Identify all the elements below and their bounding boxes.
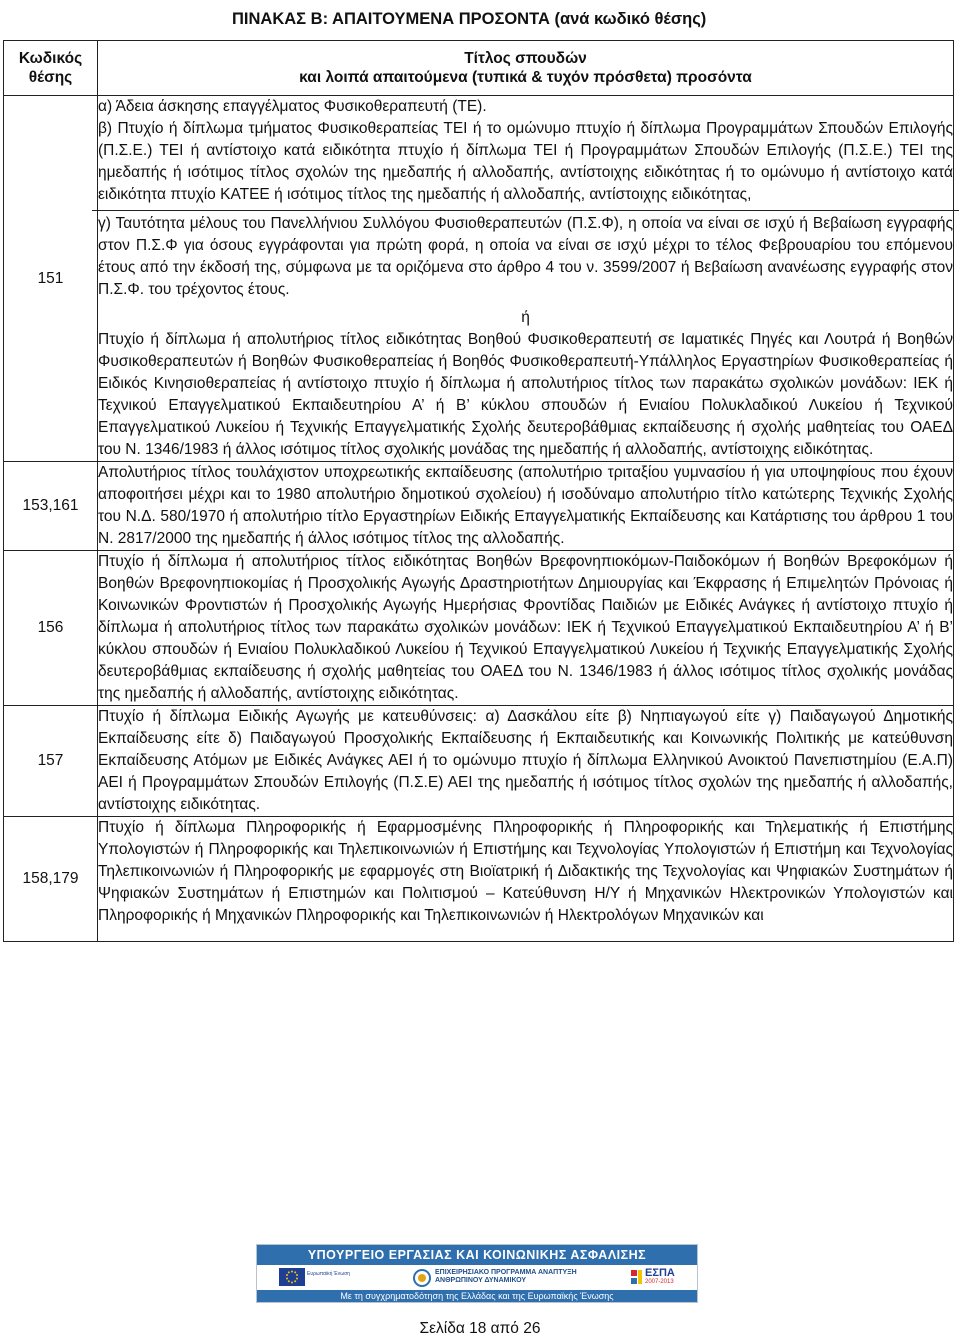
requirement-alpha: α) Άδεια άσκησης επαγγέλματος Φυσικοθεραπευτή (ΤΕ).: [98, 98, 487, 115]
title-column-header: [98, 41, 954, 96]
page-number: Σελίδα 18 από 26: [419, 1320, 541, 1337]
table-row: [4, 817, 954, 942]
ministry-title: ΥΠΟΥΡΓΕΙΟ ΕΡΓΑΣΙΑΣ ΚΑΙ ΚΟΙΝΩΝΙΚΗΣ ΑΣΦΑΛΙΣΗΣ: [257, 1245, 697, 1265]
requirement-alternative: Πτυχίο ή δίπλωμα ή απολυτήριος τίτλος ειδικότητας Βοηθού Φυσικοθεραπευτή σε Ιαματικές Πηγές και Λουτρά ή Βοηθών Φυσικοθεραπευτών ή Βοηθών Φυσικοθεραπείας ή Βοηθός Φυσικοθεραπευτή-Υπάλληλος Εργαστηρίων Φυσικοθεραπείας ή Ειδικός Κινησιοθεραπείας ή αντίστοιχο πτυχίο ή δίπλωμα ή απολυτήριος τίτλος των παρακάτω σχολικών μονάδων: ΙΕΚ ή Τεχνικού Επαγγελματικού Εκπαιδευτηρίου Α’ ή Β’ κύκλου σπουδών ή Ενιαίου Πολυκλαδικού Λυκείου ή Τεχνικού Επαγγελματικού Λυκείου ή Τεχνικής Επαγγελματικής Σχολής δευτεροβάθμιας εκπαίδευσης ή σχολής μαθητείας του ΟΑΕΔ του Ν. 1346/1983 ή άλλος ισότιμος τίτλος σχολικής μονάδας της ημεδαπής ή αλλοδαπής, αντίστοιχης ειδικότητας.: [98, 331, 953, 458]
eu-flag-icon: [279, 1268, 305, 1286]
requirement-text: Απολυτήριος τίτλος τουλάχιστον υποχρεωτικής εκπαίδευσης (απολυτήριο τριταξίου γυμνασίου ή για υποψηφίους που έχουν αποφοιτήσει μέχρι και το 1980 απολυτήριο δημοτικού σχολείου) ή ισοδύναμο απολυτήριο τίτλο κατώτερης Τεχνικής Σχολής του Ν.Δ. 580/1970 ή απολυτήριο τίτλο Εργαστηρίων Ειδικής Επαγγελματικής Εκπαίδευσης και Κατάρτισης του άρθρου 1 του Ν. 2817/2000 της ημεδαπής ή άλλος ισότιμος τίτλος της αλλοδαπής.: [98, 464, 953, 547]
requirements-cell: [98, 96, 954, 462]
table-row: [4, 551, 954, 706]
separator-line: [92, 210, 959, 211]
funding-banner: [256, 1244, 698, 1303]
table-row: [4, 462, 954, 551]
requirement-gamma: γ) Ταυτότητα μέλους του Πανελλήνιου Συλλόγου Φυσιοθεραπευτών (Π.Σ.Φ), η οποία να είναι σε ισχύ ή Βεβαίωση εγγραφής στον Π.Σ.Φ για όσους εγγράφονται για πρώτη φορά, η οποία να είναι σε ισχύ μέχρι το τέλος Φεβρουαρίου του επόμενου έτους από την έκδοσή της, σύμφωνα με τα οριζόμενα στο άρθρο 4 του ν. 3599/2007 ή Βεβαίωση ανανέωσης εγγραφής στον Π.Σ.Φ. του τρέχοντος έτους.: [98, 215, 953, 298]
position-code: 156: [4, 551, 98, 706]
requirements-table: [3, 40, 954, 942]
requirement-text: Πτυχίο ή δίπλωμα Ειδικής Αγωγής με κατευθύνσεις: α) Δασκάλου είτε β) Νηπιαγωγού είτε γ) Παιδαγωγού Δημοτικής Εκπαίδευσης είτε δ) Παιδαγωγού Προσχολικής Εκπαίδευσης ή Εκπαιδευτικής και Κοινωνικής Πολιτικής με κατεύθυνση Εκπαίδευσης Ατόμων με Ειδικές Ανάγκες ΑΕΙ ή το ομώνυμο πτυχίο ή δίπλωμα Ελληνικού Ανοικτού Πανεπιστημίου (Ε.Α.Π) ΑΕΙ ή Προγραμμάτων Σπουδών Επιλογής (Π.Σ.Ε) ΑΕΙ της ημεδαπής ή ισότιμος τίτλος σχολών της ημεδαπής ή αλλοδαπής, αντίστοιχης ειδικότητας.: [98, 708, 953, 813]
position-code: 151: [4, 96, 98, 462]
program-emblem-icon: [412, 1268, 432, 1293]
page-title: ΠΙΝΑΚΑΣ Β: ΑΠΑΙΤΟΥΜΕΝΑ ΠΡΟΣΟΝΤΑ (ανά κωδικό θέσης): [232, 10, 707, 28]
requirements-cell: [98, 706, 954, 817]
position-code: 153,161: [4, 462, 98, 551]
title-header-line2: και λοιπά απαιτούμενα (τυπικά & τυχόν πρόσθετα) προσόντα: [299, 69, 752, 86]
position-code: 158,179: [4, 817, 98, 942]
code-header-line2: θέσης: [28, 69, 73, 86]
espa-label: ΕΣΠΑ: [645, 1267, 675, 1279]
requirements-cell: [98, 462, 954, 551]
table-row: [4, 96, 954, 462]
table-header-row: [4, 41, 954, 96]
title-header-line1: Τίτλος σπουδών: [464, 50, 587, 67]
requirements-cell: [98, 551, 954, 706]
program-label: ΕΠΙΧΕΙΡΗΣΙΑΚΟ ΠΡΟΓΡΑΜΜΑ ΑΝΑΠΤΥΞΗ ΑΝΘΡΩΠΙΝΟΥ ΔΥΝΑΜΙΚΟΥ: [435, 1269, 577, 1284]
code-header-line1: Κωδικός: [18, 50, 83, 67]
requirements-cell: [98, 817, 954, 942]
cofunding-motto: Με τη συγχρηματοδότηση της Ελλάδας και της Ευρωπαϊκής Ένωσης: [257, 1290, 697, 1302]
logo-strip: [257, 1265, 697, 1290]
eu-label: Ευρωπαϊκή Ένωση: [307, 1271, 350, 1277]
requirement-text: Πτυχίο ή δίπλωμα ή απολυτήριος τίτλος ειδικότητας Βοηθών Βρεφονηπιοκόμων-Παιδοκόμων ή Βοηθών Βρεφοκόμων ή Βοηθών Βρεφονηπιοκομίας ή Προσχολικής Αγωγής Δραστηριοτήτων Δημιουργίας και Έκφρασης ή Επιμελητών Πρόνοιας ή Κοινωνικών Φροντιστών ή Προσχολικής Αγωγής Ημερήσιας Φροντίδας Παιδιών με Ειδικές Ανάγκες ή αντίστοιχο πτυχίο ή δίπλωμα ή απολυτήριος τίτλος των παρακάτω σχολικών μονάδων: ΙΕΚ ή Τεχνικού Επαγγελματικού Εκπαιδευτηρίου Α’ ή Β’ κύκλου σπουδών ή Ενιαίου Πολυκλαδικού Λυκείου ή Τεχνικού Επαγγελματικού Λυκείου ή Τεχνικής Επαγγελματικής Σχολής δευτεροβάθμιας εκπαίδευσης ή σχολής μαθητείας του ΟΑΕΔ του Ν. 1346/1983 ή άλλος ισότιμος τίτλος σχολικής μονάδας της ημεδαπής ή αλλοδαπής, αντίστοιχης ειδικότητας.: [98, 553, 953, 702]
requirement-beta: β) Πτυχίο ή δίπλωμα τμήματος Φυσικοθεραπείας ΤΕΙ ή το ομώνυμο πτυχίο ή δίπλωμα Προγραμμάτων Σπουδών Επιλογής (Π.Σ.Ε.) ΤΕΙ ή αντίστοιχο κατά ειδικότητα πτυχίο ή δίπλωμα ΤΕΙ ή Προγραμμάτων Σπουδών Επιλογής (Π.Σ.Ε.) ΤΕΙ της ημεδαπής ή ισότιμος τίτλος σχολών της ημεδαπής ή αλλοδαπής, αντίστοιχης ειδικότητας ή το ομώνυμο ή αντίστοιχο κατά ειδικότητα πτυχίο ΚΑΤΕΕ ή ισότιμος τίτλος της ημεδαπής ή αλλοδαπής, αντίστοιχης ειδικότητας,: [98, 120, 953, 203]
code-column-header: [4, 41, 98, 96]
requirement-text: Πτυχίο ή δίπλωμα Πληροφορικής ή Εφαρμοσμένης Πληροφορικής ή Πληροφορικής και Τηλεματικής ή Επιστήμης Υπολογιστών ή Πληροφορικής και Τηλεπικοινωνιών ή Επιστήμης και Τεχνολογίας Υπολογιστών ή Επιστήμη και Τεχνολογίας Τηλεπικοινωνιών ή Πληροφορικής με εφαρμογές στη Βιοϊατρική ή Διδακτικής της Τεχνολογίας και Ψηφιακών Συστημάτων ή Ψηφιακών Συστημάτων ή Επιστημών και Πολιτισμού – Κατεύθυνση Η/Υ ή Μηχανικών Ηλεκτρονικών Υπολογιστών και Πληροφορικής ή Μηχανικών Πληροφορικής και Τηλεπικοινωνιών ή Ηλεκτρολόγων Μηχανικών και: [98, 819, 953, 924]
position-code: 157: [4, 706, 98, 817]
espa-years: 2007-2013: [645, 1279, 674, 1285]
table-row: [4, 706, 954, 817]
or-word: ή: [521, 309, 530, 326]
